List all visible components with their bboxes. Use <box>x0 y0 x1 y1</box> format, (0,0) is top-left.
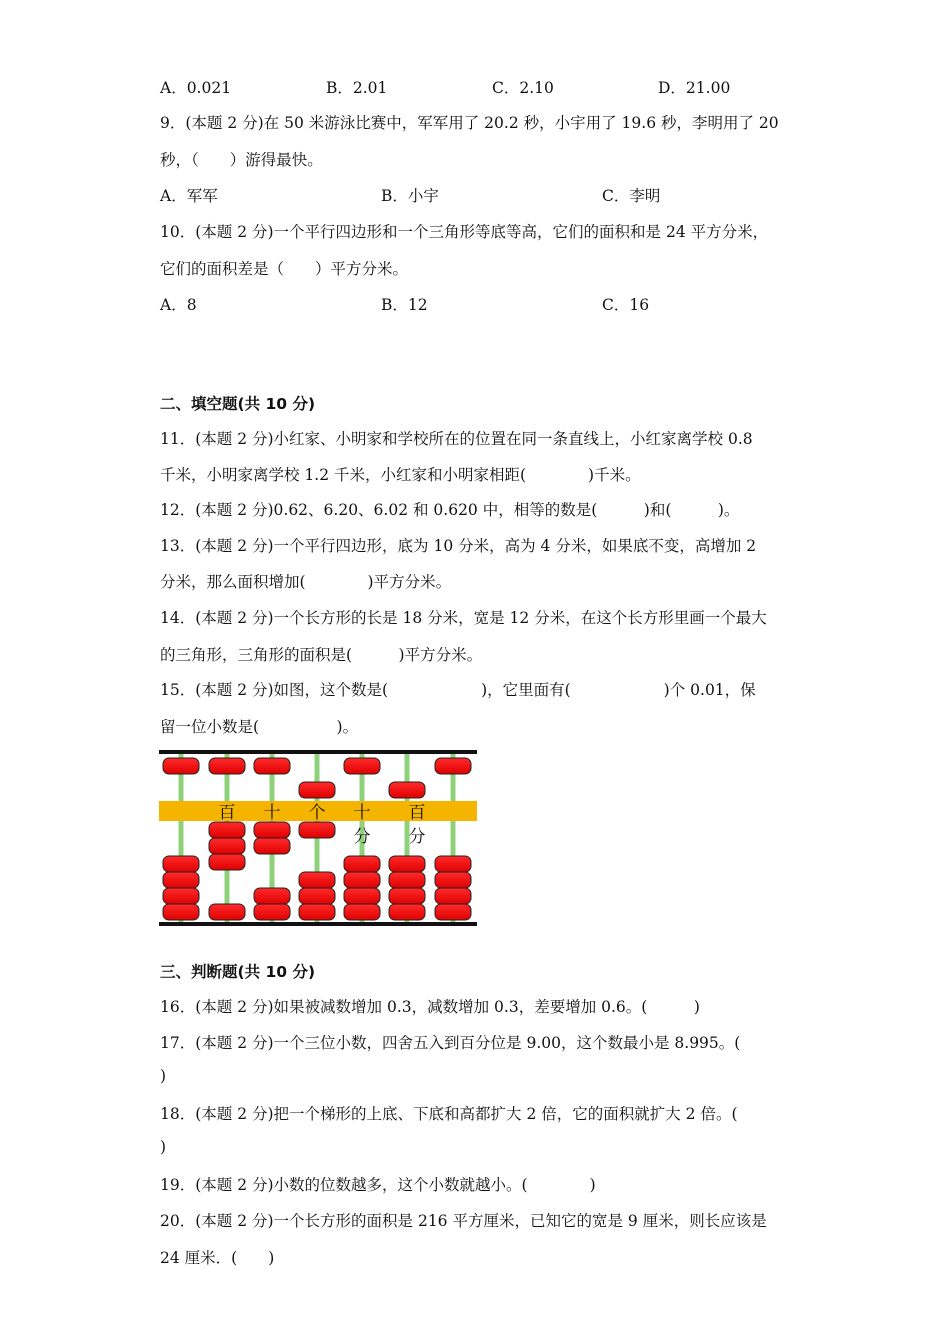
lower-bead <box>389 888 425 904</box>
q19-text-line1: 19．(本题 2 分)小数的位数越多，这个小数就越小。( ) <box>160 1176 596 1194</box>
upper-bead <box>299 782 335 798</box>
upper-bead <box>209 758 245 774</box>
lower-bead <box>299 822 335 838</box>
lower-bead <box>344 904 380 920</box>
label-hundredths-fen: 分 <box>408 827 426 847</box>
abacus-top-frame <box>159 750 477 754</box>
lower-bead <box>389 856 425 872</box>
lower-bead <box>163 888 199 904</box>
q10-text-line2: 它们的面积差是（ ）平方分米。 <box>160 260 409 278</box>
q9-text-line2: 秒，（ ）游得最快。 <box>160 151 323 169</box>
lower-bead <box>435 888 471 904</box>
q8-option-c[interactable]: C．2.10 <box>492 79 554 97</box>
q10-text-line1: 10．(本题 2 分)一个平行四边形和一个三角形等底等高，它们的面积和是 24 平方分米， <box>160 223 769 241</box>
label-tenths: 十 <box>353 803 371 823</box>
q15-text-line1: 15．(本题 2 分)如图，这个数是( )，它里面有( )个 0.01，保 <box>160 681 756 699</box>
lower-bead <box>209 838 245 854</box>
q16-text-line1: 16．(本题 2 分)如果被减数增加 0.3，减数增加 0.3，差要增加 0.6。( ) <box>160 998 700 1016</box>
q10-option-a[interactable]: A．8 <box>160 296 197 314</box>
lower-bead <box>299 888 335 904</box>
lower-bead <box>209 854 245 870</box>
lower-bead <box>209 822 245 838</box>
lower-bead <box>344 872 380 888</box>
lower-bead <box>389 872 425 888</box>
abacus-bottom-frame <box>159 922 477 926</box>
lower-bead <box>435 872 471 888</box>
lower-bead <box>254 888 290 904</box>
lower-bead <box>254 838 290 854</box>
q18-text-line1: 18．(本题 2 分)把一个梯形的上底、下底和高都扩大 2 倍，它的面积就扩大 2 倍。( <box>160 1105 738 1123</box>
q9-option-c[interactable]: C．李明 <box>602 187 661 205</box>
label-ones: 个 <box>308 803 326 823</box>
q18-text-line2: ) <box>160 1138 167 1156</box>
q10-option-b[interactable]: B．12 <box>381 296 428 314</box>
q20-text-line1: 20．(本题 2 分)一个长方形的面积是 216 平方厘米，已知它的宽是 9 厘米，则长应该是 <box>160 1212 767 1230</box>
q13-text-line2: 分米，那么面积增加( )平方分米。 <box>160 573 452 591</box>
label-tenths-fen: 分 <box>353 827 371 847</box>
upper-bead <box>435 758 471 774</box>
lower-bead <box>299 872 335 888</box>
section-judge-title: 三、判断题(共 10 分) <box>160 963 316 981</box>
q14-text-line1: 14．(本题 2 分)一个长方形的长是 18 分米，宽是 12 分米，在这个长方形里画一个最大 <box>160 609 767 627</box>
upper-bead <box>254 758 290 774</box>
q8-option-d[interactable]: D．21.00 <box>658 79 731 97</box>
lower-bead <box>163 856 199 872</box>
lower-bead <box>299 904 335 920</box>
q20-text-line2: 24 厘米．( ) <box>160 1249 275 1267</box>
q10-option-c[interactable]: C．16 <box>602 296 650 314</box>
lower-bead <box>209 904 245 920</box>
q9-text-line1: 9．(本题 2 分)在 50 米游泳比赛中，军军用了 20.2 秒，小宇用了 19.6 秒，李明用了 20 <box>160 114 779 132</box>
q8-option-b[interactable]: B．2.01 <box>326 79 388 97</box>
lower-bead <box>389 904 425 920</box>
q15-text-line2: 留一位小数是( )。 <box>160 718 359 736</box>
lower-bead <box>163 872 199 888</box>
lower-bead <box>163 904 199 920</box>
lower-bead <box>344 856 380 872</box>
section-fill-blank-title: 二、填空题(共 10 分) <box>160 395 316 413</box>
upper-bead <box>389 782 425 798</box>
q9-option-b[interactable]: B．小宇 <box>381 187 439 205</box>
q11-text-line2: 千米，小明家离学校 1.2 千米，小红家和小明家相距( )千米。 <box>160 466 641 484</box>
q8-option-a[interactable]: A．0.021 <box>160 79 232 97</box>
lower-bead <box>435 856 471 872</box>
lower-bead <box>435 904 471 920</box>
q17-text-line2: ) <box>160 1067 167 1085</box>
q12-text-line1: 12．(本题 2 分)0.62、6.20、6.02 和 0.620 中，相等的数是( )和( )。 <box>160 501 740 519</box>
label-hundredths: 百 <box>408 803 426 823</box>
label-tens: 十 <box>263 803 281 823</box>
lower-bead <box>254 904 290 920</box>
upper-bead <box>163 758 199 774</box>
lower-bead <box>344 888 380 904</box>
q17-text-line1: 17．(本题 2 分)一个三位小数，四舍五入到百分位是 9.00，这个数最小是 8.995。( <box>160 1034 741 1052</box>
upper-bead <box>344 758 380 774</box>
q11-text-line1: 11．(本题 2 分)小红家、小明家和学校所在的位置在同一条直线上，小红家离学校 0.8 <box>160 430 753 448</box>
abacus-figure <box>159 750 479 930</box>
label-hundreds: 百 <box>218 803 236 823</box>
q13-text-line1: 13．(本题 2 分)一个平行四边形，底为 10 分米，高为 4 分米，如果底不变，高增加 2 <box>160 537 757 555</box>
q9-option-a[interactable]: A．军军 <box>160 187 218 205</box>
lower-bead <box>254 822 290 838</box>
q14-text-line2: 的三角形，三角形的面积是( )平方分米。 <box>160 646 483 664</box>
